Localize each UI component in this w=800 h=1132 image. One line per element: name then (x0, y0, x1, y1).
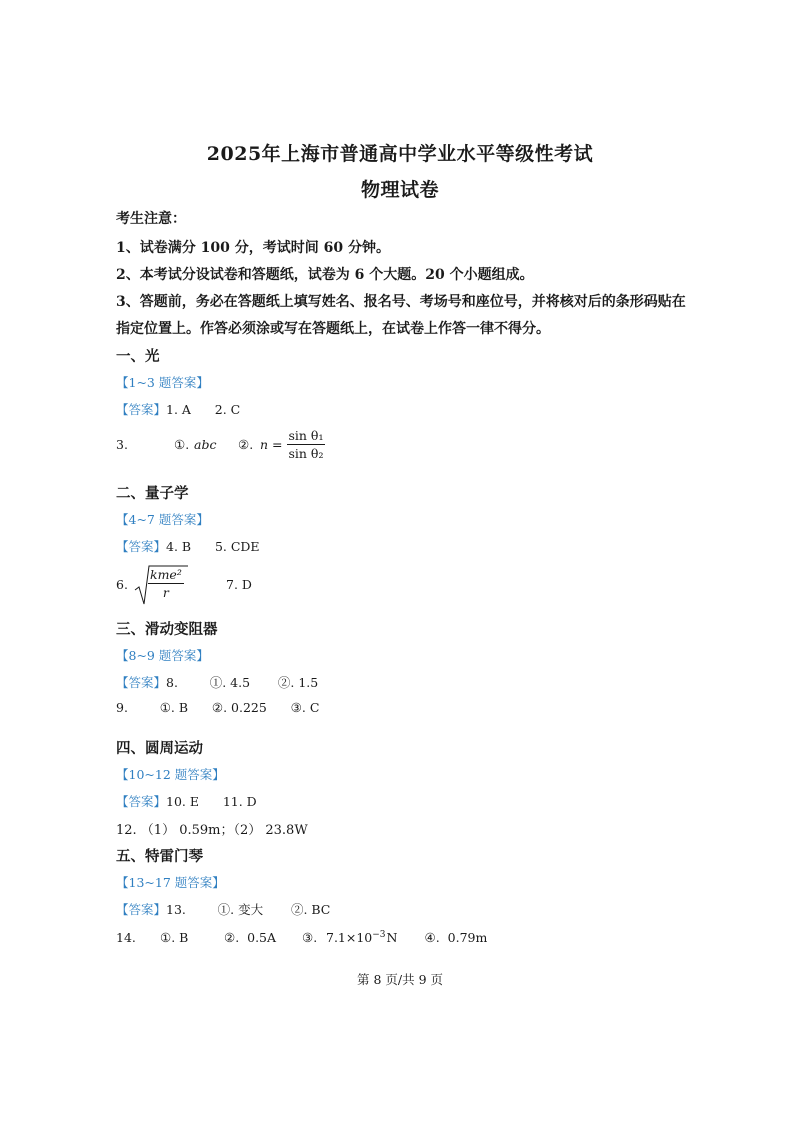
answer-part-a: ①. B (160, 930, 189, 946)
part-marker: ①. (174, 437, 190, 452)
answer-line-3 (116, 428, 325, 468)
answer-text: 4. B 5. CDE (166, 539, 260, 554)
square-root-expression (134, 564, 188, 604)
answer-line-2 (116, 537, 260, 555)
page-number: 第 8 页/共 9 页 (356, 972, 443, 987)
notes-item-1: 1、试卷满分 100 分，考试时间 60 分钟。 (116, 240, 390, 256)
notes-heading: 考生注意： (116, 211, 186, 227)
answer-part-c-exponent: −3 (372, 930, 386, 940)
answer-line-9: 9. ①. B ②. 0.225 ③. C (116, 700, 320, 715)
answer-text: 7. D (226, 576, 252, 592)
part-marker: ②. (238, 437, 254, 452)
question-number: 6. (116, 576, 128, 592)
section-heading-3: 三、滑动变阻器 (116, 621, 218, 638)
section-heading-2: 二、量子学 (116, 485, 189, 502)
section-range-1: 【1~3 题答案】 (116, 375, 209, 390)
document-subtitle: 物理试卷 (360, 179, 439, 201)
section-range-4: 【10~12 题答案】 (116, 767, 225, 782)
answer-line-8 (116, 673, 318, 691)
section-heading-5: 五、特雷门琴 (116, 848, 203, 865)
answer-line-6 (116, 564, 252, 608)
part-marker: ③. (302, 930, 318, 946)
answer-part-b: ②. 0.5A (224, 930, 277, 946)
answer-line-10 (116, 792, 257, 810)
answer-line-12: 12. （1） 0.59m；（2） 23.8W (116, 823, 308, 838)
answer-text: 10. E 11. D (166, 794, 257, 809)
answer-part-c-unit: N (386, 930, 398, 946)
answer-tag: 【答案】 (116, 402, 167, 417)
refraction-fraction (287, 428, 326, 461)
notes-item-3: 3、答题前，务必在答题纸上填写姓名、报名号、考场号和座位号，并将核对后的条形码贴在 (116, 294, 686, 310)
notes-item-3-cont: 指定位置上。作答必须涂或写在答题纸上，在试卷上作答一律不得分。 (116, 321, 550, 337)
section-range-2: 【4~7 题答案】 (116, 512, 209, 527)
section-heading-4: 四、圆周运动 (116, 740, 203, 757)
answer-part-c-value: 7.1×10 (326, 930, 373, 946)
question-number: 14. (116, 930, 136, 946)
formula-lhs: n = (260, 437, 283, 452)
radicand-numerator: kme² (150, 567, 182, 582)
notes-item-2: 2、本考试分设试卷和答题纸，试卷为 6 个大题。20 个小题组成。 (116, 267, 534, 283)
radicand-fraction (148, 567, 184, 600)
fraction-denominator: sin θ₂ (288, 446, 324, 461)
answer-line-14 (116, 930, 487, 945)
question-number: 3. (116, 437, 128, 452)
document-title: 2025年上海市普通高中学业水平等级性考试 (206, 143, 594, 165)
answer-tag: 【答案】 (116, 675, 167, 690)
answer-line-13 (116, 900, 330, 918)
answer-part-d: ④. 0.79m (424, 930, 488, 946)
answer-text: 13. ①. 变大 ②. BC (166, 902, 331, 917)
fraction-numerator: sin θ₁ (288, 428, 324, 443)
answer-text: 8. ①. 4.5 ②. 1.5 (166, 675, 319, 690)
answer-line-1 (116, 400, 240, 418)
radicand-denominator: r (162, 585, 169, 600)
answer-tag: 【答案】 (116, 902, 167, 917)
section-range-3: 【8~9 题答案】 (116, 648, 209, 663)
answer-tag: 【答案】 (116, 794, 167, 809)
section-range-5: 【13~17 题答案】 (116, 875, 225, 890)
answer-value: abc (194, 437, 217, 452)
answer-tag: 【答案】 (116, 539, 167, 554)
section-heading-1: 一、光 (116, 348, 160, 365)
answer-text: 1. A 2. C (166, 402, 241, 417)
